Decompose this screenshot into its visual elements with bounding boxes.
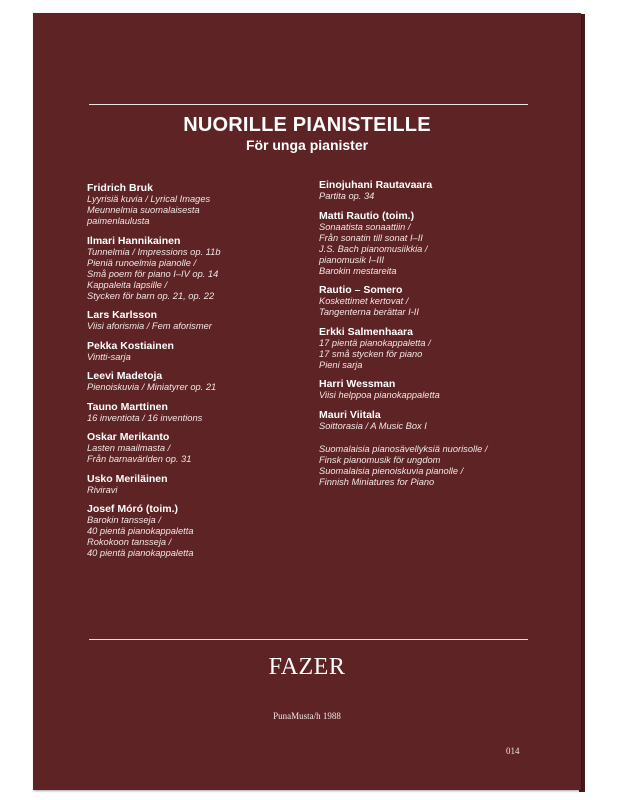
catalog-entry xyxy=(87,473,307,496)
work-title: Partita op. 34 xyxy=(319,191,375,201)
bottom-divider xyxy=(89,639,528,640)
work-title: 17 pientä pianokappaletta / xyxy=(319,337,431,348)
top-divider xyxy=(89,104,528,105)
composer-name: Leevi Madetoja xyxy=(87,370,163,382)
work-title: Tangenterna berättar I-II xyxy=(319,307,419,317)
work-title: 16 inventiota / 16 inventions xyxy=(87,412,203,423)
work-title: Kappaleita lapsille / xyxy=(87,279,168,290)
work-title: Sonaatista sonaattiin / xyxy=(319,221,411,232)
series-note xyxy=(319,444,559,488)
composer-name: Erkki Salmenhaara xyxy=(319,325,413,338)
catalog-left-column xyxy=(87,182,307,567)
work-title: pianomusik I–III xyxy=(319,254,385,265)
work-title: Pieniä runoelmia pianolle / xyxy=(87,257,197,268)
work-title: Lasten maailmasta / xyxy=(87,443,171,453)
work-title: Viisi aforismia / Fem aforismer xyxy=(87,321,212,331)
catalog-entry xyxy=(319,284,559,318)
composer-name: Pekka Kostiainen xyxy=(87,339,174,352)
catalog-entry xyxy=(87,431,307,465)
composer-name: Rautio – Somero xyxy=(319,284,403,296)
work-title: 17 små stycken för piano xyxy=(319,348,423,359)
work-title: Lyyrisiä kuvia / Lyrical Images xyxy=(87,194,211,204)
composer-name: Ilmari Hannikainen xyxy=(87,234,181,247)
work-title: Barokin tansseja / xyxy=(87,515,161,525)
composer-name: Lars Karlsson xyxy=(87,309,158,321)
catalog-entry xyxy=(87,235,307,302)
work-title: Tunnelmia / Impressions op. 11b xyxy=(87,246,221,257)
catalog-entry xyxy=(319,210,559,277)
work-title: Från barnavärlden op. 31 xyxy=(87,454,192,464)
work-title: Riviravi xyxy=(87,484,118,495)
work-title: Små poem för piano I–IV op. 14 xyxy=(87,268,219,279)
catalog-entry xyxy=(87,340,307,363)
work-title: Rokokoon tansseja / xyxy=(87,537,172,547)
work-title: J.S. Bach pianomusiikkia / xyxy=(319,243,428,254)
work-title: paimenlaulusta xyxy=(87,216,150,226)
work-title: Meunnelmia suomalaisesta xyxy=(87,205,200,215)
series-subtitle: För unga pianister xyxy=(245,137,369,153)
series-note-line: Finnish Miniatures for Piano xyxy=(319,476,435,487)
work-title: 40 pientä pianokappaletta xyxy=(87,526,194,536)
series-title: NUORILLE PIANISTEILLE xyxy=(183,114,431,136)
composer-name: Usko Meriläinen xyxy=(87,472,168,485)
composer-name: Josef Móró (toim.) xyxy=(87,503,178,515)
composer-name: Matti Rautio (toim.) xyxy=(319,209,415,222)
work-title: Pieni sarja xyxy=(319,359,363,370)
work-title: Koskettimet kertovat / xyxy=(319,296,409,306)
catalog-entry xyxy=(319,179,559,202)
catalog-right-column xyxy=(319,179,559,488)
series-note-line: Finsk pianomusik för ungdom xyxy=(319,454,441,465)
catalog-entry xyxy=(319,326,559,371)
catalog-entry xyxy=(319,409,559,432)
publisher-logo: FAZER xyxy=(268,654,346,680)
catalog-entry xyxy=(87,401,307,424)
composer-name: Mauri Viitala xyxy=(319,408,381,421)
work-title: Vintti-sarja xyxy=(87,351,131,362)
work-title: Barokin mestareita xyxy=(319,265,397,276)
work-title: Stycken för barn op. 21, op. 22 xyxy=(87,290,215,301)
catalog-entry xyxy=(87,370,307,393)
back-cover xyxy=(33,13,581,790)
composer-name: Einojuhani Rautavaara xyxy=(319,179,433,191)
series-note-line: Suomalaisia pianosävellyksiä nuorisolle / xyxy=(319,443,488,454)
catalog-entry xyxy=(319,378,559,401)
work-title: Från sonatin till sonat I–II xyxy=(319,232,423,243)
composer-name: Tauno Marttinen xyxy=(87,400,168,413)
catalog-entry xyxy=(87,309,307,332)
work-title: Soittorasia / A Music Box I xyxy=(319,420,427,431)
work-title: 40 pientä pianokappaletta xyxy=(87,548,194,558)
catalog-code: 014 xyxy=(506,746,520,756)
composer-name: Harri Wessman xyxy=(319,378,396,390)
catalog-entry xyxy=(87,182,307,227)
catalog-entry xyxy=(87,503,307,559)
work-title: Pienoiskuvia / Miniatyrer op. 21 xyxy=(87,382,217,392)
composer-name: Oskar Merikanto xyxy=(87,431,170,443)
work-title: Viisi helppoa pianokappaletta xyxy=(319,390,440,400)
print-credit: PunaMusta/h 1988 xyxy=(273,711,341,721)
series-note-line: Suomalaisia pienoiskuvia pianolle / xyxy=(319,465,464,476)
composer-name: Fridrich Bruk xyxy=(87,182,153,194)
